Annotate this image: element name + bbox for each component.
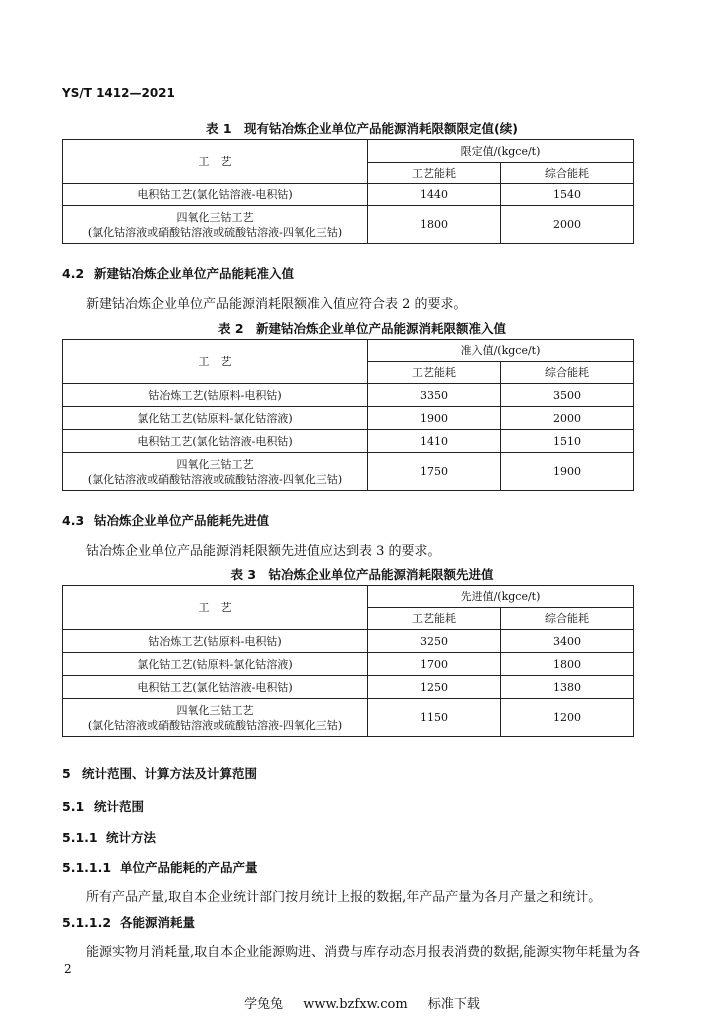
table3-col-a: 工艺能耗	[368, 608, 501, 630]
table1	[62, 139, 634, 244]
value-cell: 1250	[368, 676, 501, 699]
table2-process-header: 工 艺	[63, 340, 368, 384]
table3-caption: 表 3 钴冶炼企业单位产品能源消耗限额先进值	[230, 567, 494, 582]
value-cell: 1200	[501, 699, 634, 737]
table2	[62, 339, 634, 491]
footer-watermark	[0, 993, 724, 1012]
process-cell: 四氧化三钴工艺 (氯化钴溶液或硝酸钴溶液或硫酸钴溶液-四氧化三钴)	[63, 453, 368, 491]
value-cell: 1750	[368, 453, 501, 491]
value-cell: 1410	[368, 430, 501, 453]
value-cell: 1900	[368, 407, 501, 430]
process-cell: 氯化钴工艺(钴原料-氯化钴溶液)	[63, 653, 368, 676]
process-cell: 电积钴工艺(氯化钴溶液-电积钴)	[63, 430, 368, 453]
table3-group-header: 先进值/(kgce/t)	[368, 586, 634, 608]
standard-number: YS/T 1412—2021	[62, 86, 175, 100]
process-cell: 四氧化三钴工艺 (氯化钴溶液或硝酸钴溶液或硫酸钴溶液-四氧化三钴)	[63, 206, 368, 244]
section-text-5-1-1-1: 所有产品产量,取自本企业统计部门按月统计上报的数据,年产品产量为各月产量之和统计。	[86, 890, 602, 905]
section-heading-4-3: 4.3 钴冶炼企业单位产品能耗先进值	[62, 513, 270, 528]
footer-url[interactable]: www.bzfxw.com	[303, 997, 408, 1012]
value-cell: 1440	[368, 184, 501, 206]
table-row	[63, 676, 634, 699]
section-text-4-2: 新建钴冶炼企业单位产品能源消耗限额准入值应符合表 2 的要求。	[86, 297, 467, 312]
table1-process-header: 工 艺	[63, 140, 368, 184]
table2-caption: 表 2 新建钴冶炼企业单位产品能源消耗限额准入值	[217, 321, 507, 336]
section-text-4-3: 钴冶炼企业单位产品能源消耗限额先进值应达到表 3 的要求。	[86, 544, 441, 559]
table-row	[63, 184, 634, 206]
section-heading-5-1-1-1: 5.1.1.1 单位产品能耗的产品产量	[62, 860, 258, 875]
table1-caption: 表 1 现有钴冶炼企业单位产品能源消耗限额限定值(续)	[206, 121, 518, 136]
table-row	[63, 407, 634, 430]
section-heading-5-1-1: 5.1.1 统计方法	[62, 830, 157, 845]
table1-group-header: 限定值/(kgce/t)	[368, 140, 634, 163]
table1-col-a: 工艺能耗	[368, 163, 501, 184]
process-cell: 钴冶炼工艺(钴原料-电积钴)	[63, 384, 368, 407]
value-cell: 1700	[368, 653, 501, 676]
section-heading-5-1: 5.1 统计范围	[62, 799, 145, 814]
table3	[62, 585, 634, 737]
value-cell: 1150	[368, 699, 501, 737]
table-row	[63, 653, 634, 676]
section-heading-5-1-1-2: 5.1.1.2 各能源消耗量	[62, 915, 196, 930]
value-cell: 2000	[501, 407, 634, 430]
value-cell: 3250	[368, 630, 501, 653]
table1-col-b: 综合能耗	[501, 163, 634, 184]
value-cell: 2000	[501, 206, 634, 244]
section-text-5-1-1-2: 能源实物月消耗量,取自本企业能源购进、消费与库存动态月报表消费的数据,能源实物年耗量为各	[86, 945, 641, 960]
process-cell: 氯化钴工艺(钴原料-氯化钴溶液)	[63, 407, 368, 430]
value-cell: 1800	[368, 206, 501, 244]
process-cell: 电积钴工艺(氯化钴溶液-电积钴)	[63, 676, 368, 699]
footer-tagline: 标准下载	[427, 997, 480, 1012]
table2-col-a: 工艺能耗	[368, 362, 501, 384]
value-cell: 3500	[501, 384, 634, 407]
value-cell: 1510	[501, 430, 634, 453]
value-cell: 1540	[501, 184, 634, 206]
table-row	[63, 430, 634, 453]
footer-site-name: 学兔兔	[244, 997, 284, 1012]
table2-group-header: 准入值/(kgce/t)	[368, 340, 634, 362]
page-number: 2	[64, 962, 72, 976]
table3-process-header: 工 艺	[63, 586, 368, 630]
process-cell: 四氧化三钴工艺 (氯化钴溶液或硝酸钴溶液或硫酸钴溶液-四氧化三钴)	[63, 699, 368, 737]
table-row	[63, 630, 634, 653]
table3-col-b: 综合能耗	[501, 608, 634, 630]
table-row	[63, 384, 634, 407]
value-cell: 3350	[368, 384, 501, 407]
value-cell: 3400	[501, 630, 634, 653]
value-cell: 1800	[501, 653, 634, 676]
table2-col-b: 综合能耗	[501, 362, 634, 384]
table-row	[63, 699, 634, 737]
process-cell: 电积钴工艺(氯化钴溶液-电积钴)	[63, 184, 368, 206]
table-row	[63, 206, 634, 244]
value-cell: 1900	[501, 453, 634, 491]
process-cell: 钴冶炼工艺(钴原料-电积钴)	[63, 630, 368, 653]
section-heading-5: 5 统计范围、计算方法及计算范围	[62, 766, 258, 781]
section-heading-4-2: 4.2 新建钴冶炼企业单位产品能耗准入值	[62, 266, 295, 281]
table-row	[63, 453, 634, 491]
value-cell: 1380	[501, 676, 634, 699]
